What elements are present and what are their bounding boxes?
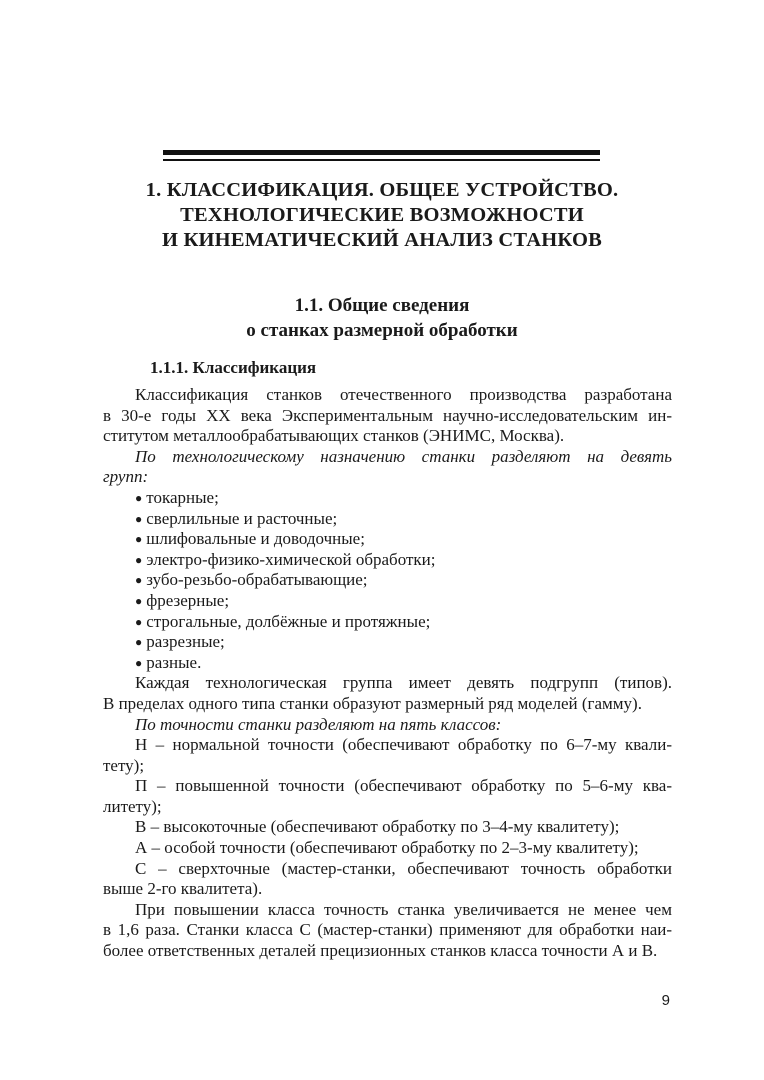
class-n-line: тету); bbox=[103, 755, 145, 775]
subgroups-paragraph bbox=[103, 673, 672, 714]
list-item-text: фрезерные; bbox=[146, 590, 230, 610]
groups-list bbox=[103, 488, 672, 673]
bullet-icon: ● bbox=[135, 614, 143, 629]
chapter-title-line: 1. КЛАССИФИКАЦИЯ. ОБЩЕЕ УСТРОЙСТВО. bbox=[145, 179, 619, 201]
class-p-line: П – повышенной точности (обеспечивают обработку по 5–6-му ква- bbox=[135, 776, 672, 796]
class-s-line: С – сверхточные (мастер-станки, обеспечивают точность обработки bbox=[135, 858, 672, 878]
list-item-text: электро-физико-химической обработки; bbox=[146, 549, 436, 569]
list-item-text: разрезные; bbox=[146, 632, 225, 652]
text-line: ститутом металлообрабатывающих станков (ЭНИМС, Москва). bbox=[103, 426, 565, 446]
intro-paragraph bbox=[103, 385, 672, 447]
list-item-text: зубо-резьбо-обрабатывающие; bbox=[146, 570, 368, 590]
section-title-line: о станках размерной обработки bbox=[246, 320, 518, 341]
text-line: При повышении класса точность станка увеличивается не менее чем bbox=[135, 899, 672, 919]
list-item bbox=[103, 591, 672, 612]
body-text bbox=[103, 385, 672, 962]
list-item bbox=[103, 529, 672, 550]
chapter-title-line: И КИНЕМАТИЧЕСКИЙ АНАЛИЗ СТАНКОВ bbox=[162, 229, 602, 251]
text-line: более ответственных деталей прецизионных станков класса точности А и В. bbox=[103, 941, 658, 961]
bullet-icon: ● bbox=[135, 573, 143, 588]
header-rule-thick bbox=[163, 150, 600, 155]
bullet-icon: ● bbox=[135, 552, 143, 567]
list-item bbox=[103, 550, 672, 571]
class-a-line: А – особой точности (обеспечивают обработку по 2–3-му квалитету); bbox=[135, 838, 639, 858]
list-item-text: токарные; bbox=[146, 487, 219, 507]
text-line: В пределах одного типа станки образуют размерный ряд моделей (гамму). bbox=[103, 693, 642, 713]
subsection-title: 1.1.1. Классификация bbox=[150, 358, 317, 377]
conclusion-paragraph bbox=[103, 900, 672, 962]
text-line: Каждая технологическая группа имеет девять подгрупп (типов). bbox=[135, 673, 672, 693]
section-title bbox=[140, 293, 624, 343]
list-item bbox=[103, 612, 672, 633]
class-s-line: выше 2-го квалитета). bbox=[103, 879, 263, 899]
page-number: 9 bbox=[661, 992, 670, 1009]
list-item bbox=[103, 570, 672, 591]
list-item-text: разные. bbox=[146, 652, 202, 672]
list-item-text: шлифовальные и доводочные; bbox=[146, 529, 365, 549]
bullet-icon: ● bbox=[135, 593, 143, 608]
header-rule-thin bbox=[163, 159, 600, 161]
section-title-line: 1.1. Общие сведения bbox=[294, 295, 470, 316]
text-line: групп: bbox=[103, 467, 149, 487]
text-line: в 1,6 раза. Станки класса С (мастер-станки) применяют для обработки наи- bbox=[103, 920, 672, 940]
class-n-line: Н – нормальной точности (обеспечивают обработку по 6–7-му квали- bbox=[135, 735, 672, 755]
bullet-icon: ● bbox=[135, 655, 143, 670]
list-item bbox=[103, 653, 672, 674]
list-item bbox=[103, 488, 672, 509]
bullet-icon: ● bbox=[135, 635, 143, 650]
accuracy-classes bbox=[103, 735, 672, 900]
accuracy-intro: По точности станки разделяют на пять классов: bbox=[135, 714, 502, 734]
class-p-line: литету); bbox=[103, 796, 162, 816]
bullet-icon: ● bbox=[135, 490, 143, 505]
bullet-icon: ● bbox=[135, 511, 143, 526]
list-item-text: сверлильные и расточные; bbox=[146, 508, 338, 528]
text-line: По технологическому назначению станки разделяют на девять bbox=[135, 446, 672, 466]
list-item-text: строгальные, долбёжные и протяжные; bbox=[146, 611, 431, 631]
groups-intro-paragraph bbox=[103, 447, 672, 488]
text-line: в 30-е годы XX века Экспериментальным научно-исследовательским ин- bbox=[103, 405, 672, 425]
text-line: Классификация станков отечественного производства разработана bbox=[135, 385, 672, 404]
list-item bbox=[103, 632, 672, 653]
class-v-line: В – высокоточные (обеспечивают обработку по 3–4-му квалитету); bbox=[135, 817, 620, 837]
chapter-title-line: ТЕХНОЛОГИЧЕСКИЕ ВОЗМОЖНОСТИ bbox=[180, 204, 584, 226]
bullet-icon: ● bbox=[135, 532, 143, 547]
chapter-title bbox=[100, 178, 664, 253]
list-item bbox=[103, 509, 672, 530]
